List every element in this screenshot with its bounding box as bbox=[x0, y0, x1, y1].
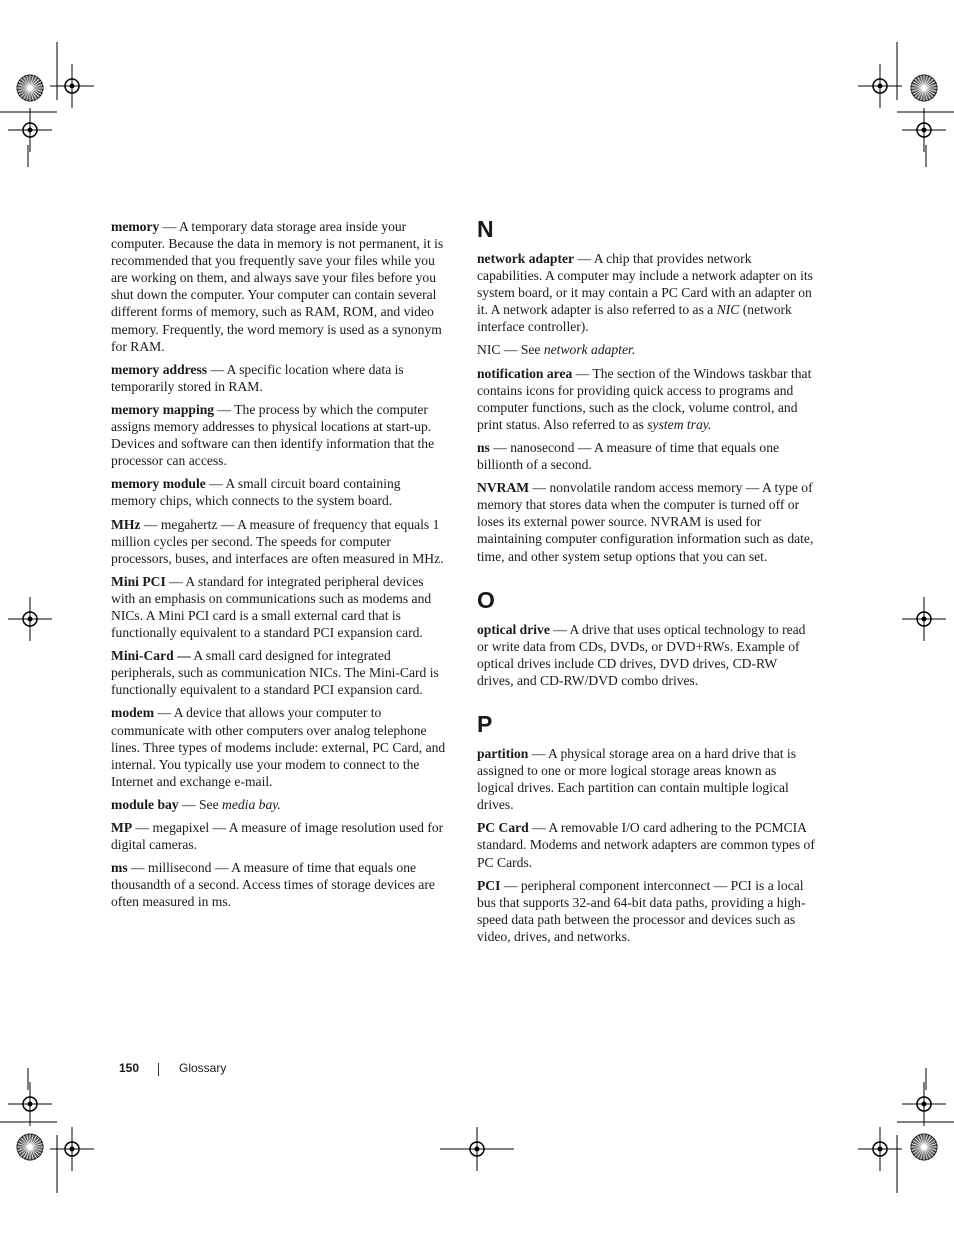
registration-star-top-left bbox=[17, 75, 43, 101]
registration-cross-left-middle bbox=[8, 597, 52, 641]
registration-cross-left-lower bbox=[8, 1082, 52, 1126]
registration-cross-right-lower bbox=[902, 1082, 946, 1126]
glossary-entry-memory-mapping: memory mapping — The process by which the computer assigns memory addresses to physical locations at start-up. Devices and software can then identify information that the processor can access. bbox=[111, 401, 435, 469]
glossary-entry-mini-pci: Mini PCI — A standard for integrated peripheral devices with an emphasis on communications such as modems and NICs. A Mini PCI card is a small external card that is functionally equivalent to a standard PCI expansion card. bbox=[111, 573, 432, 641]
glossary-entry-ms: ms — millisecond — A measure of time that equals one thousandth of a second. Access times of storage devices are often measured in ms. bbox=[111, 860, 435, 910]
registration-cross-right-upper bbox=[902, 108, 946, 152]
glossary-entry-partition: partition — A physical storage area on a hard drive that is assigned to one or more logical storage areas known as logical drives. Each partition can contain multiple logical drives. bbox=[477, 745, 796, 813]
glossary-entry-notification-area: notification area — The section of the Windows taskbar that contains icons for providing quick access to programs and computer functions, such as the clock, volume control, and print status. Also referred to as system tray. bbox=[477, 365, 812, 432]
registration-star-bottom-left bbox=[17, 1134, 43, 1160]
glossary-left-column bbox=[111, 218, 447, 916]
section-heading-o: O bbox=[477, 586, 495, 613]
section-heading-n: N bbox=[477, 216, 494, 242]
footer-divider bbox=[158, 1063, 159, 1076]
footer-title: Glossary bbox=[179, 1061, 227, 1075]
glossary-entry-module-bay: module bay — See media bay. bbox=[111, 796, 281, 812]
registration-cross-left-upper bbox=[8, 108, 52, 152]
glossary-entry-optical-drive: optical drive — A drive that uses optical technology to read or write data from CDs, DVDs, or DVD+RWs. Example of optical drives include CD drives, DVD drives, CD-RW drives, and CD-RW/DVD combo drives. bbox=[477, 621, 806, 688]
registration-cross-bottom-right bbox=[858, 1127, 902, 1171]
registration-star-bottom-right bbox=[911, 1134, 937, 1160]
glossary-entry-ns: ns — nanosecond — A measure of time that equals one billionth of a second. bbox=[477, 439, 780, 473]
registration-cross-top-right bbox=[858, 64, 902, 108]
glossary-entry-memory-module: memory module — A small circuit board containing memory chips, which connects to the system board. bbox=[111, 476, 401, 509]
registration-cross-right-middle bbox=[902, 597, 946, 641]
glossary-entry-mhz: MHz — megahertz — A measure of frequency that equals 1 million cycles per second. The speeds for computer processors, buses, and interfaces are often measured in MHz. bbox=[111, 516, 444, 566]
glossary-entry-pci: PCI — peripheral component interconnect — PCI is a local bus that supports 32-and 64-bit data paths, providing a high-speed data path between the processor and devices such as video, drives, and networks. bbox=[477, 877, 806, 944]
registration-star-top-right bbox=[911, 75, 937, 101]
glossary-right-column bbox=[477, 218, 815, 951]
glossary-entry-mini-card: Mini-Card — A small card designed for integrated peripherals, such as communication NICs. The Mini-Card is functionally equivalent to a standard PCI expansion card. bbox=[111, 648, 439, 698]
glossary-entry-pc-card: PC Card — A removable I/O card adhering to the PCMCIA standard. Modems and network adapters are common types of PC Cards. bbox=[477, 820, 815, 870]
glossary-entry-nvram: NVRAM — nonvolatile random access memory — A type of memory that stores data when the computer is turned off or loses its external power source. NVRAM is used for maintaining computer configuration information such as date, time, and other system setup options that you can set. bbox=[477, 480, 814, 564]
glossary-entry-mp: MP — megapixel — A measure of image resolution used for digital cameras. bbox=[111, 820, 444, 853]
glossary-entry-nic: NIC — See network adapter. bbox=[477, 342, 636, 358]
section-heading-p: P bbox=[477, 710, 493, 737]
page-number: 150 bbox=[119, 1061, 140, 1075]
page-footer bbox=[119, 1061, 227, 1075]
glossary-entry-network-adapter: network adapter — A chip that provides network capabilities. A computer may include a network adapter on its system board, or it may contain a PC Card with an adapter on it. A network adapter is also referred to as a NIC (network interface controller). bbox=[477, 251, 813, 335]
glossary-entry-memory: memory — A temporary data storage area inside your computer. Because the data in memory is not permanent, it is recommended that you frequently save your files while you are working on them, and always save your files before you shut down the computer. Your computer can contain several different forms of memory, such as RAM, ROM, and video memory. Frequently, the word memory is used as a synonym for RAM. bbox=[111, 219, 444, 354]
glossary-entry-modem: modem — A device that allows your computer to communicate with other computers over analog telephone lines. Three types of modems include: external, PC Card, and internal. You typically use your modem to connect to the Internet and exchange e-mail. bbox=[111, 705, 446, 789]
glossary-entry-memory-address: memory address — A specific location where data is temporarily stored in RAM. bbox=[111, 361, 404, 394]
